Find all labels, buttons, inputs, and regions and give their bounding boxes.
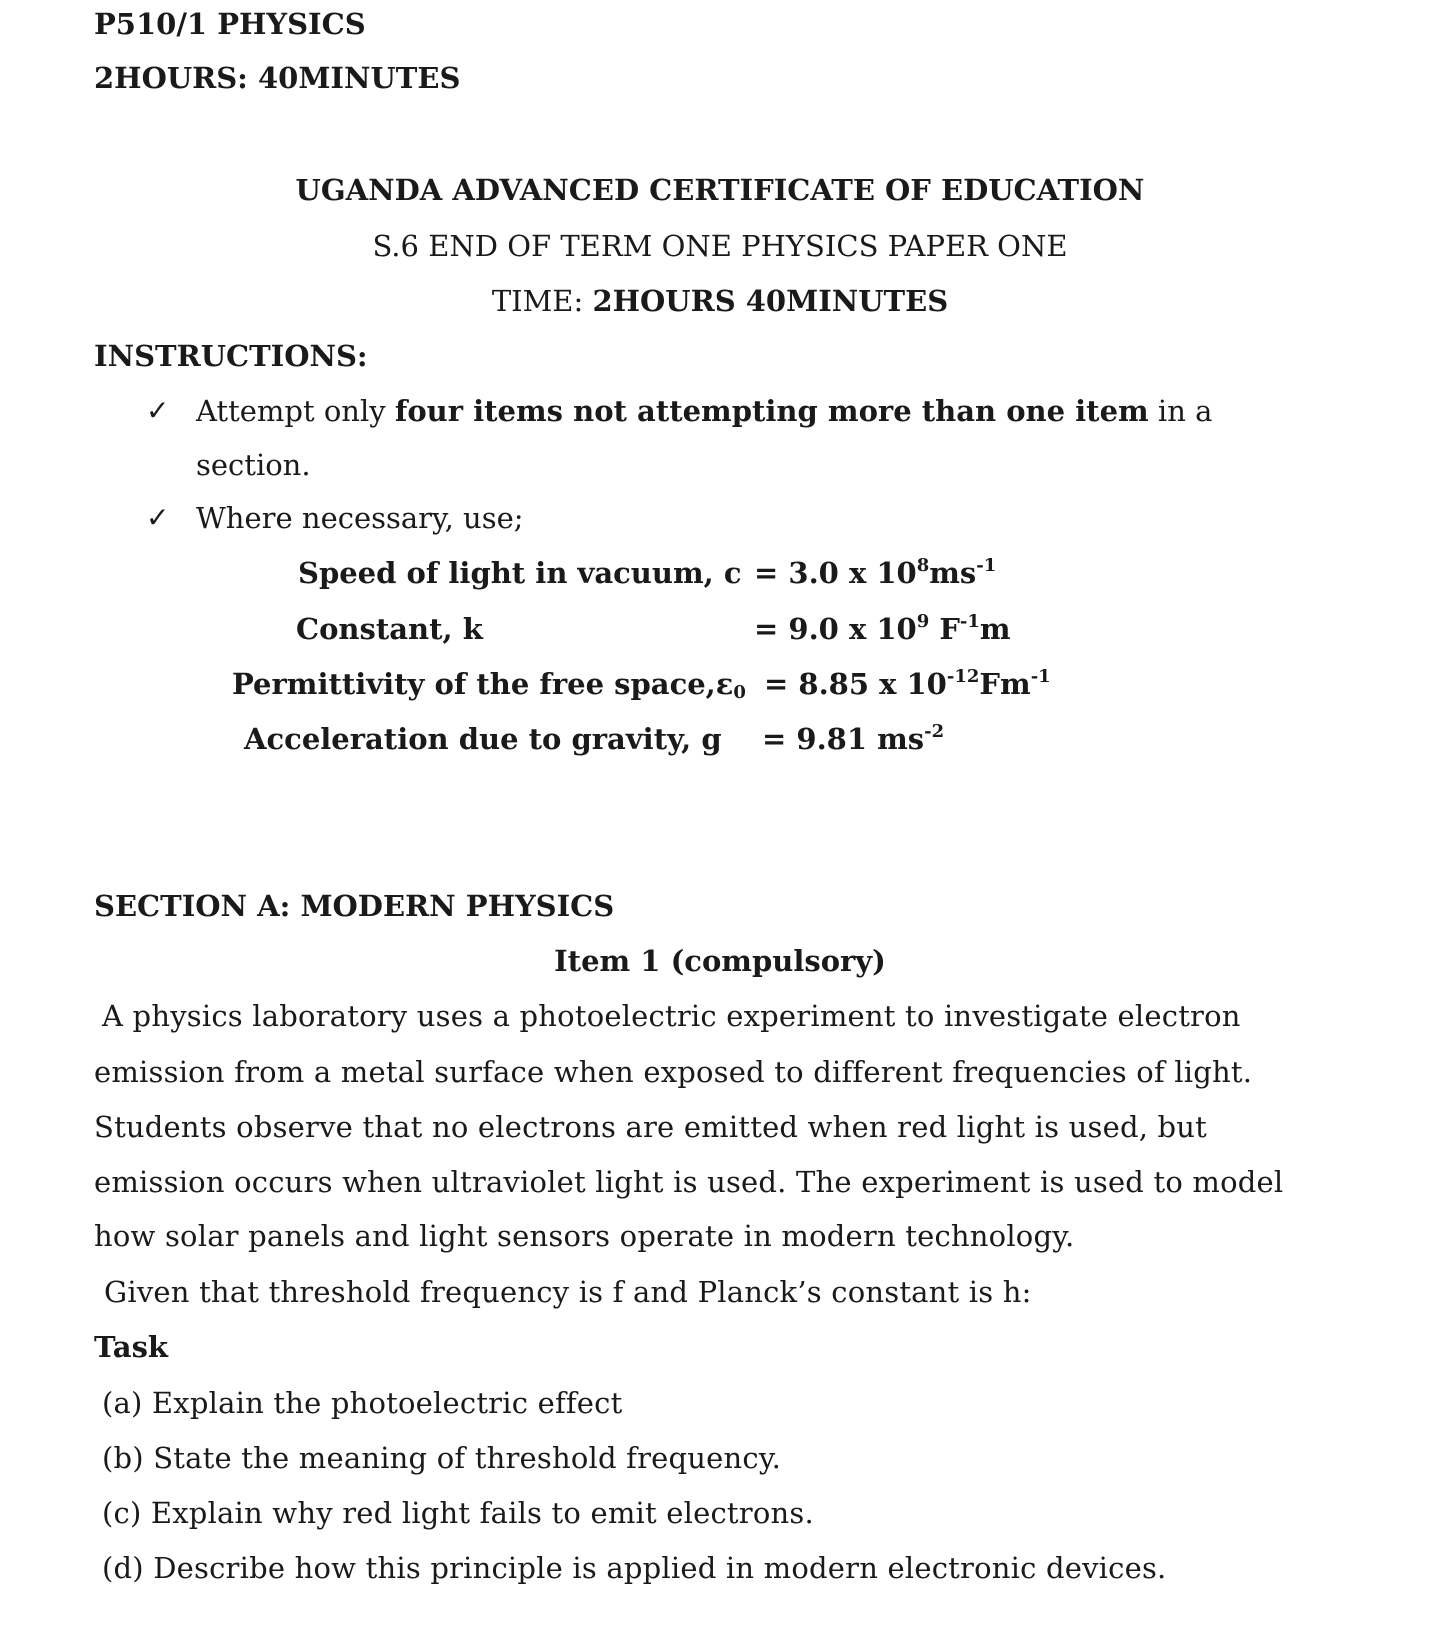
constant-name-k: Constant, k <box>296 612 483 646</box>
check-icon: ✓ <box>146 394 170 427</box>
constant-value-k <box>754 611 1011 647</box>
check-icon: ✓ <box>146 501 170 534</box>
constant-value-speed-of-light <box>754 555 996 591</box>
constant-name-sub: 0 <box>733 682 746 703</box>
instruction-1-bold: four items not attempting more than one item <box>394 394 1149 428</box>
task-item-d: (d) Describe how this principle is applied in modern electronic devices. <box>102 1551 1167 1585</box>
constant-unit: ms <box>929 556 977 590</box>
section-a-heading: SECTION A: MODERN PHYSICS <box>94 889 615 923</box>
constant-value-gravity <box>762 721 944 757</box>
instructions-heading: INSTRUCTIONS: <box>94 339 368 373</box>
paragraph-line: A physics laboratory uses a photoelectric experiment to investigate electron <box>102 999 1241 1033</box>
constant-unit-exp: -1 <box>1030 666 1051 687</box>
constant-unit: Fm <box>979 667 1031 701</box>
paragraph-line: emission occurs when ultraviolet light is used. The experiment is used to model <box>94 1165 1284 1199</box>
instruction-1-post: in a <box>1148 394 1213 428</box>
instruction-item-1-cont: section. <box>196 448 311 482</box>
paper-code: P510/1 PHYSICS <box>94 7 366 41</box>
instruction-item-2: Where necessary, use; <box>196 501 524 535</box>
instruction-1-pre: Attempt only <box>196 394 395 428</box>
constant-eq: = 9.0 x 10 <box>754 612 917 646</box>
constant-name-speed-of-light: Speed of light in vacuum, c <box>298 556 742 590</box>
task-heading: Task <box>94 1330 169 1364</box>
time-label: TIME: <box>491 284 593 318</box>
paper-duration: 2HOURS: 40MINUTES <box>94 61 461 95</box>
constant-value-permittivity <box>764 666 1051 702</box>
task-item-c: (c) Explain why red light fails to emit electrons. <box>102 1496 814 1530</box>
constant-eq: = 3.0 x 10 <box>754 556 917 590</box>
task-item-b: (b) State the meaning of threshold frequency. <box>102 1441 782 1475</box>
exam-name: S.6 END OF TERM ONE PHYSICS PAPER ONE <box>372 229 1068 263</box>
paragraph-line: emission from a metal surface when exposed to different frequencies of light. <box>94 1055 1253 1089</box>
constant-exp: 9 <box>916 611 930 632</box>
time-value: 2HOURS 40MINUTES <box>592 284 949 318</box>
task-item-a: (a) Explain the photoelectric effect <box>102 1386 623 1420</box>
constant-exp: -12 <box>946 666 980 687</box>
item-1-title: Item 1 (compulsory) <box>554 944 886 978</box>
constant-name-text: Permittivity of the free space,ε <box>232 667 734 701</box>
exam-time <box>0 283 1440 319</box>
constant-name-permittivity <box>232 666 746 702</box>
paragraph-line: how solar panels and light sensors operate in modern technology. <box>94 1219 1075 1253</box>
constant-eq: = 9.81 ms <box>762 722 925 756</box>
constant-name-gravity: Acceleration due to gravity, g <box>244 722 722 756</box>
constant-eq: = 8.85 x 10 <box>764 667 947 701</box>
constant-exp: -2 <box>924 721 945 742</box>
instruction-item-1 <box>196 393 1212 429</box>
constant-exp: 8 <box>916 555 930 576</box>
exam-body-title: UGANDA ADVANCED CERTIFICATE OF EDUCATION <box>295 173 1145 207</box>
constant-tail: m <box>979 612 1011 646</box>
constant-unit-exp: -1 <box>959 611 980 632</box>
given-statement: Given that threshold frequency is f and Planck’s constant is h: <box>104 1275 1032 1309</box>
constant-unit-exp: -1 <box>976 555 997 576</box>
constant-unit: F <box>929 612 960 646</box>
paragraph-line: Students observe that no electrons are emitted when red light is used, but <box>94 1110 1208 1144</box>
